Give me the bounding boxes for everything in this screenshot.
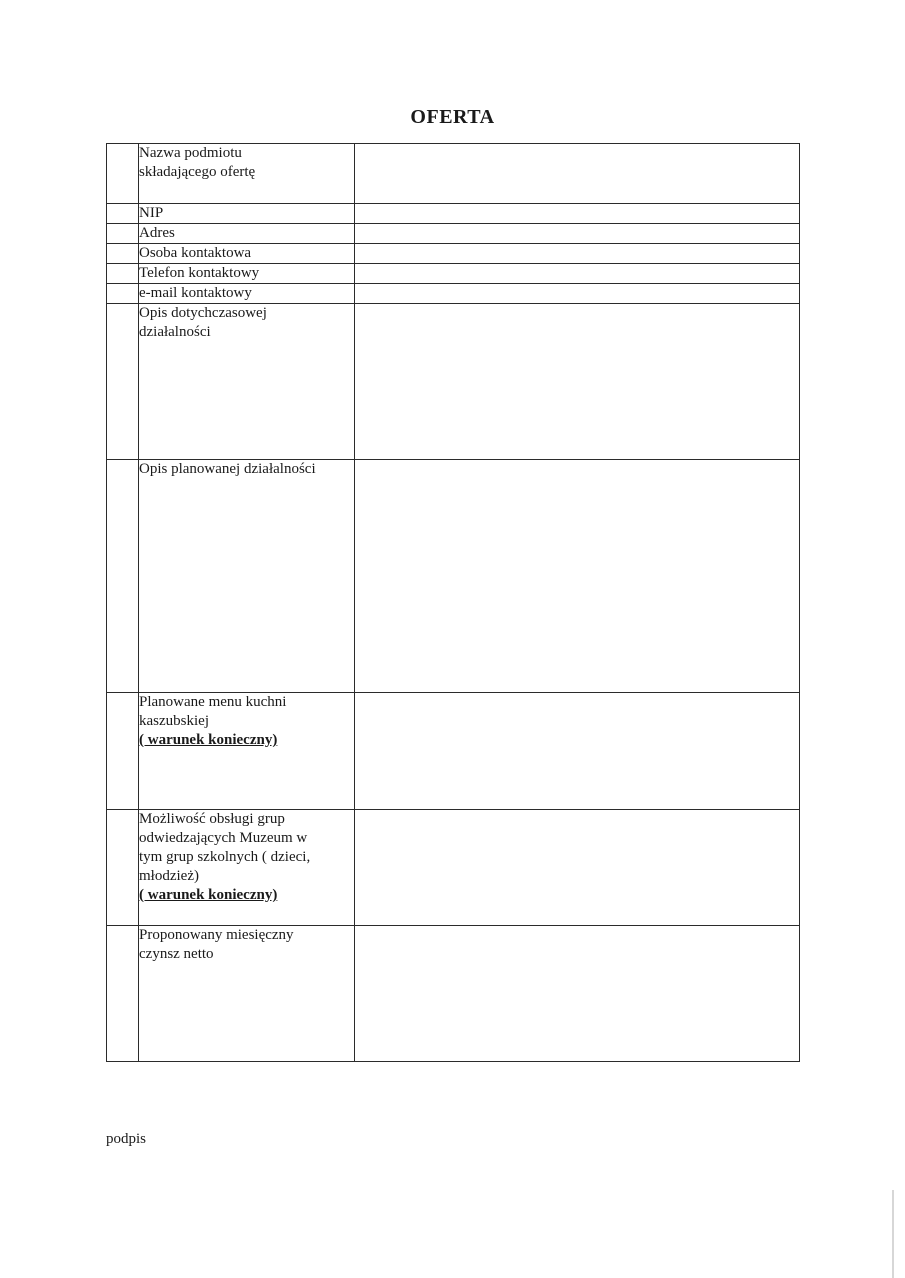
row-value-field[interactable] [355,224,800,244]
row-label-cell [139,926,355,1062]
form-row [107,204,800,224]
row-number-cell [107,264,139,284]
row-value-field[interactable] [355,204,800,224]
form-row [107,926,800,1062]
row-label: Telefon kontaktowy [139,265,260,281]
row-value-field[interactable] [355,264,800,284]
row-value-field[interactable] [355,693,800,810]
form-row [107,304,800,460]
row-number-cell [107,244,139,264]
form-row [107,244,800,264]
row-label-cell [139,244,355,264]
required-condition-note: ( warunek konieczny) [139,732,278,748]
row-label: Osoba kontaktowa [139,245,252,261]
row-label-cell [139,284,355,304]
row-number-cell [107,460,139,693]
row-value-field[interactable] [355,284,800,304]
row-label-cell [139,304,355,460]
row-label-cell [139,460,355,693]
row-value-field[interactable] [355,244,800,264]
row-value-field[interactable] [355,810,800,926]
row-label-cell [139,144,355,204]
required-condition-note: ( warunek konieczny) [139,887,278,903]
form-row [107,144,800,204]
row-label: e-mail kontaktowy [139,285,252,301]
row-value-field[interactable] [355,460,800,693]
row-number-cell [107,204,139,224]
row-label-cell [139,204,355,224]
row-label: Opis dotychczasowej działalności [139,305,267,340]
row-label: Planowane menu kuchni kaszubskiej [139,694,287,729]
row-number-cell [107,810,139,926]
row-number-cell [107,144,139,204]
row-label: Możliwość obsługi grup odwiedzających Muzeum w tym grup szkolnych ( dzieci, młodzież) [139,811,311,884]
row-number-cell [107,284,139,304]
row-label-cell [139,810,355,926]
row-number-cell [107,304,139,460]
row-label-cell [139,264,355,284]
row-label-cell [139,693,355,810]
row-number-cell [107,926,139,1062]
row-label: NIP [139,205,164,221]
form-row [107,224,800,244]
row-value-field[interactable] [355,304,800,460]
scan-edge-line [892,1190,894,1278]
row-label: Opis planowanej działalności [139,461,316,477]
form-row [107,460,800,693]
row-label-cell [139,224,355,244]
signature-label: podpis [106,1131,147,1147]
form-row [107,810,800,926]
row-number-cell [107,224,139,244]
form-row [107,693,800,810]
form-row [107,284,800,304]
row-value-field[interactable] [355,144,800,204]
row-label: Adres [139,225,175,241]
page-title: OFERTA [410,106,495,128]
row-number-cell [107,693,139,810]
form-row [107,264,800,284]
row-label: Nazwa podmiotu składającego ofertę [139,145,256,180]
row-value-field[interactable] [355,926,800,1062]
offer-form-table [106,143,800,1062]
row-label: Proponowany miesięczny czynsz netto [139,927,294,962]
